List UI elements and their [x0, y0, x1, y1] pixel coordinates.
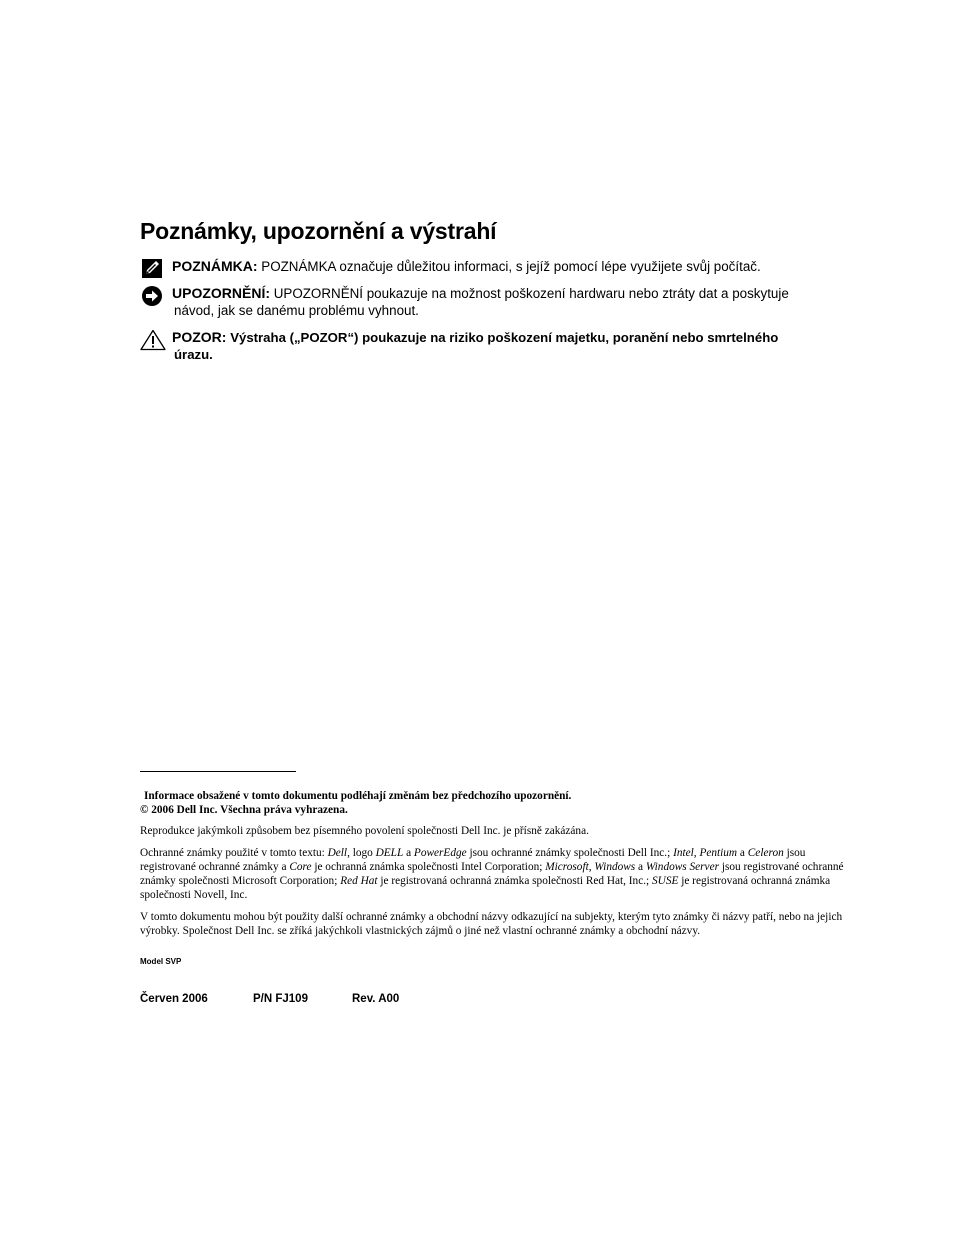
trademarks-text: a — [737, 847, 748, 859]
trademark-celeron: Celeron — [747, 847, 784, 859]
info-line: Informace obsažené v tomto dokumentu podléhají změnám bez předchozího upozornění. — [144, 790, 572, 802]
trademark-microsoft: Microsoft — [545, 861, 589, 873]
trademarks-text: jsou registrované ochranné známky společnosti Microsoft Corporation; — [140, 861, 844, 887]
trademark-poweredge: PowerEdge — [413, 847, 467, 859]
other-trademarks-notice: V tomto dokumentu mohou být použity další ochranné známky a obchodní názvy odkazující na subjekty, kterým tyto známky či názvy patří, nebo na jejich výrobky. Společnost Dell Inc. se zříká jakýchkoli vlastnických zájmů o jiné než vlastní ochranné známky a obchodní názvy. — [140, 911, 843, 937]
footnote-divider — [140, 771, 296, 772]
trademarks-paragraph — [140, 846, 845, 902]
notice-text-continued: návod, jak se danému problému vyhnout. — [174, 303, 419, 318]
caution-text: Výstraha („POZOR“) poukazuje na riziko poškození majetku, poranění nebo smrtelného — [230, 330, 779, 345]
trademark-suse: SUSE — [652, 875, 679, 887]
reproduction-notice: Reprodukce jakýmkoli způsobem bez písemného povolení společnosti Dell Inc. je přísně zakázána. — [140, 825, 589, 837]
trademark-windows: Windows — [594, 861, 636, 873]
trademarks-text: , — [588, 861, 595, 873]
trademarks-text: a — [403, 847, 414, 859]
trademarks-text: a — [635, 861, 646, 873]
notice-label: UPOZORNĚNÍ: — [172, 285, 270, 301]
trademarks-text: Ochranné známky použité v tomto textu: — [140, 847, 328, 859]
caution-text-continued: úrazu. — [174, 347, 213, 362]
copyright-line: © 2006 Dell Inc. Všechna práva vyhrazena. — [140, 804, 348, 816]
revision: Rev. A00 — [352, 993, 400, 1005]
note-pencil-icon — [140, 258, 166, 280]
trademark-windows-server: Windows Server — [645, 861, 719, 873]
part-number: P/N FJ109 — [253, 993, 308, 1005]
publication-date: Červen 2006 — [140, 993, 208, 1005]
caution-notice — [140, 329, 840, 363]
trademark-dell-logo: DELL — [375, 847, 404, 859]
trademark-red-hat: Red Hat — [340, 875, 378, 887]
trademarks-text: jsou ochranné známky společnosti Dell Inc.; — [466, 847, 674, 859]
note-text: POZNÁMKA označuje důležitou informaci, s jejíž pomocí lépe využijete svůj počítač. — [261, 259, 761, 274]
trademarks-text: je ochranná známka společnosti Intel Corporation; — [311, 861, 546, 873]
trademarks-text: je registrovaná ochranná známka společnosti Red Hat, Inc.; — [377, 875, 653, 887]
notice-text: UPOZORNĚNÍ poukazuje na možnost poškození hardwaru nebo ztráty dat a poskytuje — [273, 286, 789, 301]
trademark-intel: Intel — [673, 847, 694, 859]
legal-disclaimer — [140, 789, 845, 817]
trademark-pentium: Pentium — [699, 847, 738, 859]
page-title: Poznámky, upozornění a výstrahí — [140, 218, 497, 244]
note-label: POZNÁMKA: — [172, 258, 258, 274]
trademark-dell: Dell — [327, 847, 348, 859]
trademarks-text: , — [693, 847, 700, 859]
notice-arrow-circle-icon — [140, 285, 166, 307]
trademarks-text: je registrovaná ochranná známka společnosti Novell, Inc. — [140, 875, 831, 901]
model-number: Model SVP — [140, 957, 182, 966]
trademarks-text: jsou registrované ochranné známky a — [140, 847, 806, 873]
trademarks-text: , logo — [347, 847, 376, 859]
trademark-core: Core — [289, 861, 312, 873]
notice-notice — [140, 285, 840, 319]
caution-label: POZOR: — [172, 329, 227, 345]
warning-triangle-icon — [140, 329, 166, 351]
note-notice — [140, 258, 840, 275]
